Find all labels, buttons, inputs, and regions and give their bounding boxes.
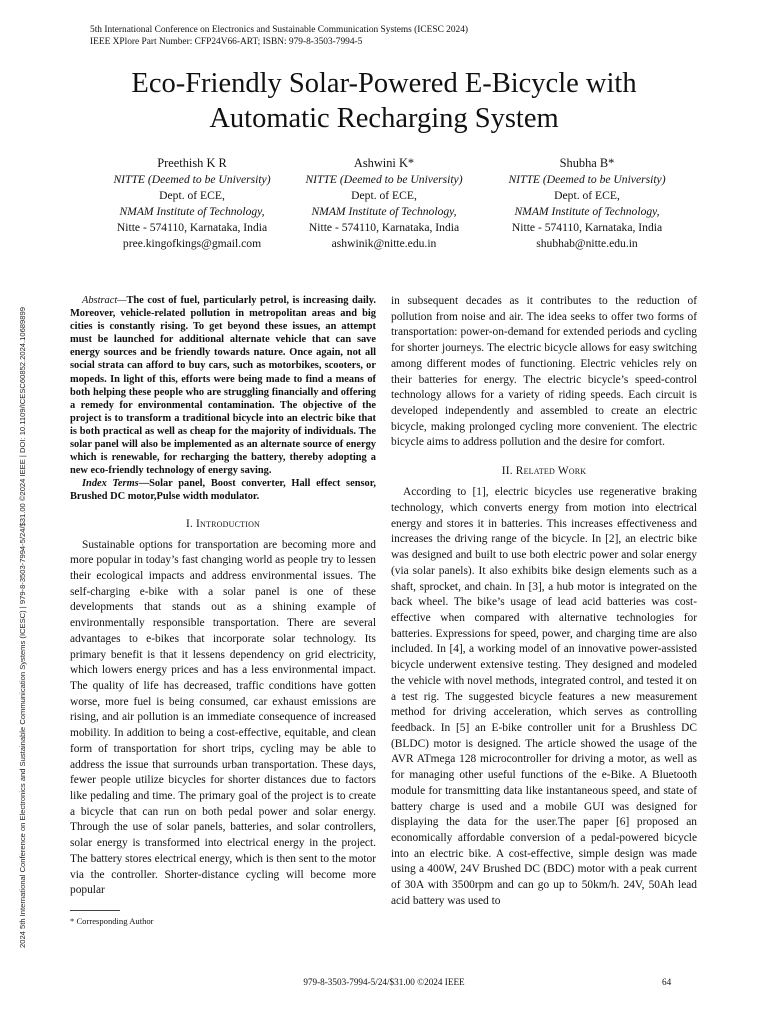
author-email: pree.kingofkings@gmail.com (122, 237, 262, 250)
author-2 (274, 154, 494, 252)
doi-sidebar (10, 0, 26, 1024)
doi-sidebar-text: 2024 5th International Conference on Electronics and Sustainable Communication Systems (ICESC) | 979-8-3503-7994-5/24/$31.00 ©2024 IEEE | DOI: 10.1109/ICESC60852.2024.10689899 (18, 307, 27, 948)
index-terms (70, 477, 376, 503)
section-1-continuation: in subsequent decades as it contributes to the reduction of pollution from noise and air. The idea seeks to offer two forms of transportation: power-on-demand for extended periods and cycling for shorter journeys. The electric bicycle allows for easy switching among different modes of functioning. Electric vehicles rely on their batteries for energy. The electric bicycle’s speed-control technology allows for a variety of riding speeds. Each circuit is developed independently and assembled to create an electric bicycle, making prolonged cycling more convenient. The electric bicycle aims to address pollution and the desire for comfort. (391, 295, 697, 449)
author-department: Dept. of ECE, (554, 189, 620, 202)
author-name: Shubha B* (559, 156, 615, 170)
author-department: Dept. of ECE, (351, 189, 417, 202)
author-1 (82, 154, 302, 252)
section-1-paragraph: Sustainable options for transportation are becoming more and more popular in today’s fast changing world as people try to lessen their ecological impacts and address environmental issues. The self-charging e-bike with a solar panel is one of these developments that stands out as a shining example of environmentally responsible transportation. There are several advantages to e-bikes that incorporate solar technology. Its primary benefit is that it lessens dependency on grid electricity, which lowers energy prices and has a less environmental impact. The quality of life has decreased, traffic conditions have gotten worse, more fuel is being consumed, car exhaust emissions are rising, and air pollution is an immediate consequence of increased mobility. In addition to being a cost-effective, equitable, and clean form of transportation for short trips, cycling may be able to address the issue that surrounds urban transportation. These days, fewer people utilize bicycles for shorter distances due to factors like pedaling and time. The primary goal of the project is to create a bicycle that can run on both pedal power and solar energy. Through the use of solar panels, batteries, and solar controllers, solar energy is transformed into electrical energy in the project. The battery stores electrical energy, which is then sent to the motor via the controller. Shorter-distance cycling will become more popular (70, 538, 376, 897)
author-email: shubhab@nitte.edu.in (536, 237, 638, 250)
conference-line-2: IEEE XPlore Part Number: CFP24V66-ART; ISBN: 979-8-3503-7994-5 (90, 37, 363, 47)
author-3 (477, 154, 697, 252)
author-name: Preethish K R (157, 156, 227, 170)
author-address: Nitte - 574110, Karnataka, India (511, 221, 663, 234)
section-2-heading: II. Related Work (501, 465, 587, 478)
section-1-heading: I. Introduction (185, 517, 261, 530)
author-university: NITTE (Deemed to be University) (305, 173, 463, 186)
author-address: Nitte - 574110, Karnataka, India (308, 221, 460, 234)
author-institute: NMAM Institute of Technology, (514, 205, 660, 218)
footer-copyright: 979-8-3503-7994-5/24/$31.00 ©2024 IEEE (303, 977, 465, 987)
title-line-1: Eco-Friendly Solar-Powered E-Bicycle with (131, 68, 637, 99)
footnote-rule (70, 910, 120, 911)
author-university: NITTE (Deemed to be University) (508, 173, 666, 186)
abstract-text: The cost of fuel, particularly petrol, is increasing daily. Moreover, vehicle-related pollution in metropolitan areas and big cities is constantly rising. To get beyond these issues, an attempt must be launched for additional alternate vehicle that can save energy sources and be friendly towards nature. Once again, not all social strata can afford to buy cars, such as motorbikes, scooters, or mopeds. In light of this, efforts were being made to find a means of both helping these people who are struggling financially and offering a remedy for environmental contamination. The objective of the project is to transform a traditional bicycle into an electric bike that is both practical as well as cheap for the majority of individuals. The solar panel will also be implemented as an alternate source of energy which is renewable, for recharging the battery, thereby adopting a new eco-friendly technology of energy saving. (70, 295, 376, 477)
author-name: Ashwini K* (353, 156, 415, 170)
abstract (70, 294, 376, 477)
author-university: NITTE (Deemed to be University) (113, 173, 271, 186)
title-line-2: Automatic Recharging System (209, 103, 559, 134)
section-2-paragraph: According to [1], electric bicycles use regenerative braking technology, which converts energy from motion into electrical energy and stores it in batteries. This increases effectiveness and increases the driving range of the bicycle. In [2], an electric bike was designed and built to use both electric power and solar energy (via solar panels). It also exhibits bike design elements such as a shaft, sprocket, and chain. In [3], a hub motor is integrated on the back wheel. The bike’s usage of lead acid batteries was cost-effective when compared with alternative technologies for batteries. Expressions for speed, power, and charging time are also included. In [4], a working model of an innovative power-assisted bicycle underwent extensive testing. They designed and modeled the vehicle with novel methods, integrated control, and tested it on a test rig. The suggested bicycle features a new measurement method for driving acceleration, which serves as controlling feedback. In [5] an E-bike controller unit for a Brushless DC (BLDC) motor is designed. The article showed the usage of the AVR ATmega 128 microcontroller for driving a motor, as well as for managing other useful functions of the e-Bike. A Bluetooth module for transmitting data like instantaneous speed, and state of battery charge is used and a mobile GUI was designed for displaying the data for the user.The paper [6] proposed an economically affordable conversion of a pedal-powered bicycle into an electric bike. A cost-effective, simple design was made using a 400W, 24V Brushed DC (BDC) motor with a peak current of 30A with 3500rpm and can go up to 50km/h. 24V, 50Ah lead acid battery was used to (391, 486, 697, 907)
conference-line-1: 5th International Conference on Electronics and Sustainable Communication Systems (ICESC 2024) (90, 25, 469, 35)
left-column (70, 294, 376, 899)
conference-header (90, 24, 468, 48)
author-institute: NMAM Institute of Technology, (311, 205, 457, 218)
index-terms-lead: Index Terms (82, 478, 139, 490)
right-column (391, 294, 697, 910)
paper-title (40, 66, 728, 136)
page-number: 64 (662, 977, 672, 987)
footnote: * Corresponding Author (70, 916, 154, 926)
index-terms-text: —Solar panel, Boost converter, Hall effect sensor, Brushed DC motor,Pulse width modulator. (70, 478, 376, 503)
author-department: Dept. of ECE, (159, 189, 225, 202)
abstract-lead: Abstract— (82, 295, 127, 306)
author-institute: NMAM Institute of Technology, (119, 205, 265, 218)
author-email: ashwinik@nitte.edu.in (331, 237, 437, 250)
author-address: Nitte - 574110, Karnataka, India (116, 221, 268, 234)
